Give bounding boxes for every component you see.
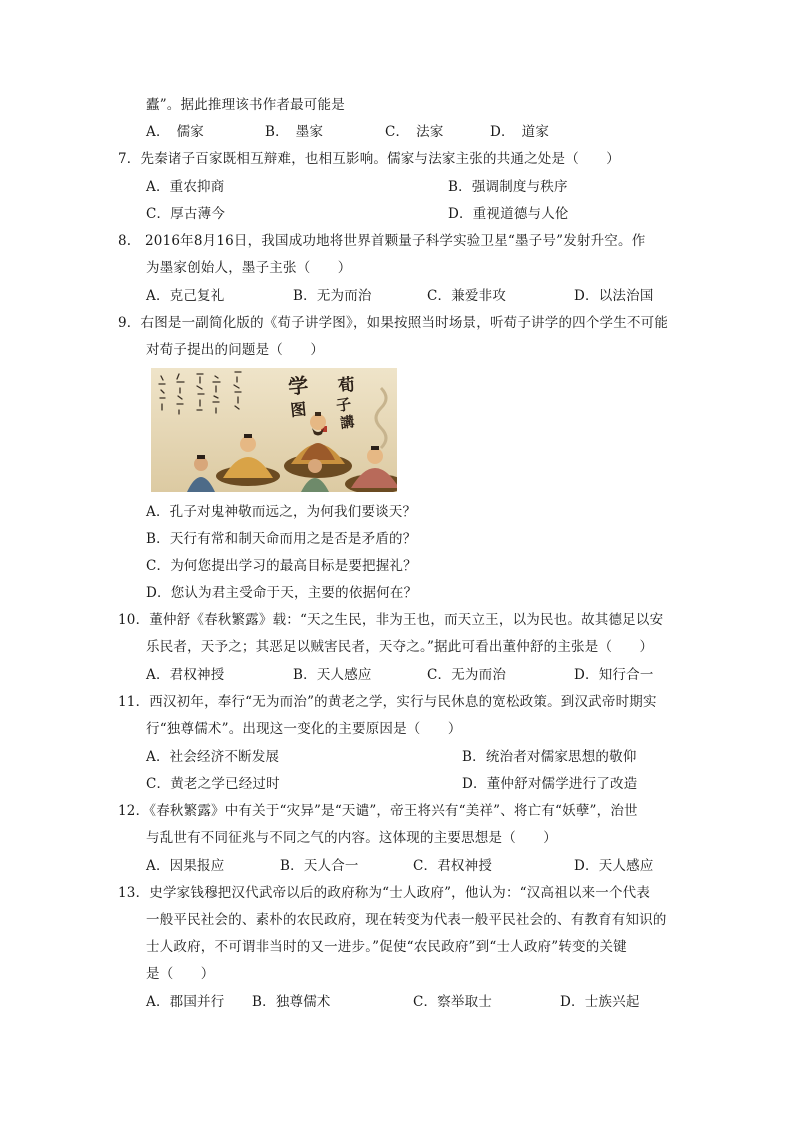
q12-option-a[interactable]: A．因果报应	[146, 858, 225, 874]
q7-stem: 7．先秦诸子百家既相互辩难，也相互影响。儒家与法家主张的共通之处是（ ）	[118, 151, 620, 167]
q11-option-b[interactable]: B．统治者对儒家思想的敬仰	[462, 749, 637, 765]
q6-stem-end: 蠹”。据此推理该书作者最可能是	[146, 97, 345, 113]
svg-text:荀: 荀	[336, 374, 357, 397]
svg-text:学: 学	[287, 373, 310, 399]
q12-stem-1: 12．《春秋繁露》中有关于“灾异”是“天谴”，帝王将兴有“美祥”、将亡有“妖孽”，治世	[118, 803, 638, 819]
q9-stem-1: 9．右图是一副简化版的《荀子讲学图》，如果按照当时场景，听荀子讲学的四个学生不可能	[118, 315, 669, 331]
svg-text:子: 子	[335, 395, 353, 415]
q9-option-a[interactable]: A．孔子对鬼神敬而远之，为何我们要谈天？	[146, 504, 417, 520]
q13-stem-4: 是（ ）	[146, 966, 215, 982]
q6-option-d[interactable]: D． 道家	[490, 124, 550, 140]
q11-stem-2: 行“独尊儒术”。出现这一变化的主要原因是（ ）	[146, 721, 462, 737]
q7-option-b[interactable]: B．强调制度与秩序	[448, 179, 568, 195]
q13-stem-3: 士人政府，不可谓非当时的又一进步。”促使“农民政府”到“士人政府”转变的关键	[146, 939, 627, 955]
q13-stem-2: 一般平民社会的、素朴的农民政府，现在转变为代表一般平民社会的、有教育有知识的	[146, 912, 667, 928]
q7-option-c[interactable]: C．厚古薄今	[146, 206, 226, 222]
q9-option-c[interactable]: C．为何您提出学习的最高目标是要把握礼？	[146, 558, 417, 574]
q10-option-c[interactable]: C．无为而治	[427, 667, 507, 683]
illustration-svg	[151, 368, 397, 492]
q9-stem-2: 对荀子提出的问题是（ ）	[146, 342, 325, 358]
q13-option-d[interactable]: D．士族兴起	[560, 994, 640, 1010]
q10-option-a[interactable]: A．君权神授	[146, 667, 225, 683]
q12-option-c[interactable]: C．君权神授	[413, 858, 493, 874]
q9-option-b[interactable]: B．天行有常和制天命而用之是否是矛盾的？	[146, 531, 417, 547]
q10-stem-1: 10．董仲舒《春秋繁露》载：“天之生民，非为王也，而天立王，以为民也。故其德足以安	[118, 612, 664, 628]
q11-option-c[interactable]: C．黄老之学已经过时	[146, 776, 280, 792]
q7-option-a[interactable]: A．重农抑商	[146, 179, 225, 195]
q6-option-b[interactable]: B． 墨家	[265, 124, 324, 140]
svg-text:講: 講	[339, 414, 356, 432]
xunzi-lecture-illustration	[151, 368, 397, 492]
q13-option-c[interactable]: C．察举取士	[413, 994, 493, 1010]
q8-option-c[interactable]: C．兼爱非攻	[427, 288, 507, 304]
q13-stem-1: 13．史学家钱穆把汉代武帝以后的政府称为“士人政府”，他认为：“汉高祖以来一个代表	[118, 885, 651, 901]
q8-option-a[interactable]: A．克己复礼	[146, 288, 225, 304]
q10-stem-2: 乐民者，天予之；其恶足以贼害民者，天夺之。”据此可看出董仲舒的主张是（ ）	[146, 639, 654, 655]
q12-option-d[interactable]: D．天人感应	[574, 858, 654, 874]
q8-option-b[interactable]: B．无为而治	[293, 288, 372, 304]
q6-option-c[interactable]: C． 法家	[385, 124, 444, 140]
q8-stem-1: 8. 2016年8月16日，我国成功地将世界首颗量子科学实验卫星“墨子号”发射升空。作	[118, 233, 646, 249]
q13-option-b[interactable]: B．独尊儒术	[252, 994, 331, 1010]
q11-option-a[interactable]: A．社会经济不断发展	[146, 749, 280, 765]
q7-option-d[interactable]: D．重视道德与人伦	[448, 206, 569, 222]
q12-stem-2: 与乱世有不同征兆与不同之气的内容。这体现的主要思想是（ ）	[146, 830, 557, 846]
q11-option-d[interactable]: D．董仲舒对儒学进行了改造	[462, 776, 638, 792]
q10-option-d[interactable]: D．知行合一	[574, 667, 654, 683]
q10-option-b[interactable]: B．天人感应	[293, 667, 372, 683]
svg-text:图: 图	[289, 399, 308, 420]
q6-option-a[interactable]: A． 儒家	[146, 124, 204, 140]
q11-stem-1: 11．西汉初年，奉行“无为而治”的黄老之学，实行与民休息的宽松政策。到汉武帝时期实	[118, 694, 657, 710]
q8-stem-2: 为墨家创始人，墨子主张（ ）	[146, 260, 352, 276]
q9-option-d[interactable]: D．您认为君主受命于天，主要的依据何在？	[146, 585, 418, 601]
q12-option-b[interactable]: B．天人合一	[280, 858, 359, 874]
q13-option-a[interactable]: A．郡国并行	[146, 994, 225, 1010]
q8-option-d[interactable]: D．以法治国	[574, 288, 654, 304]
